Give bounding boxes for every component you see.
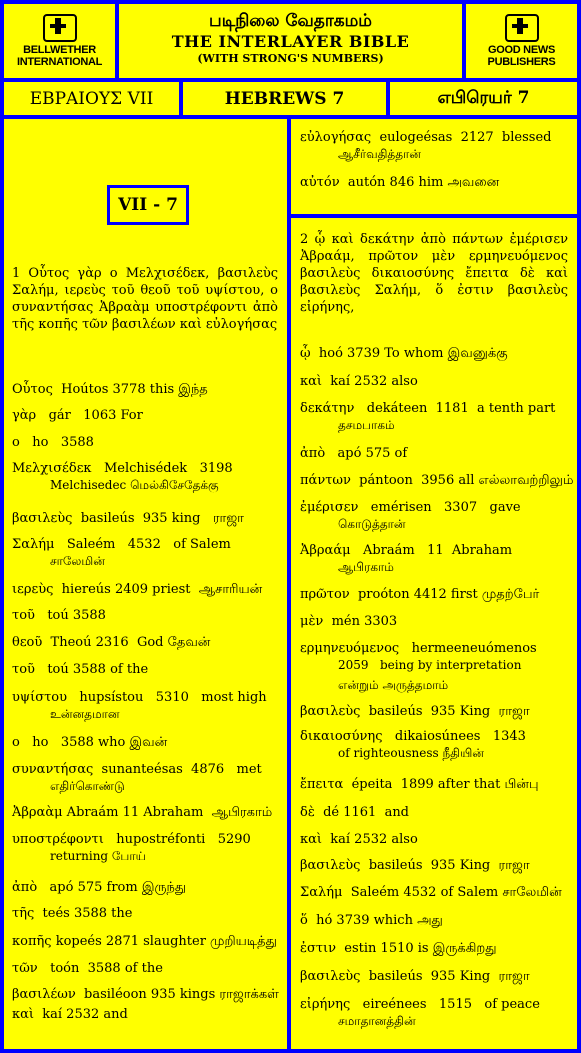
entry-main-line: θεοῦ Theoú 2316 God தேவன் (12, 635, 211, 650)
entry-main-line: δεκάτην dekáteen 1181 a tenth part (300, 401, 556, 416)
word-entry (12, 582, 280, 598)
word-entry (300, 885, 568, 901)
word-entry (12, 735, 280, 751)
word-entry (300, 997, 568, 1029)
entry-main-line: καὶ kaí 2532 also (300, 832, 418, 847)
verse-label: VII - 7 (107, 185, 189, 225)
word-entry (300, 941, 568, 957)
entry-main-line: βασιλεὺς basileús 935 king ராஜா (12, 511, 244, 526)
word-entry (12, 608, 280, 624)
word-entry (300, 641, 568, 673)
entry-main-line: τῆς teés 3588 the (12, 906, 133, 921)
word-entry (300, 704, 568, 720)
word-entry (300, 858, 568, 874)
entry-main-line: Ἀβραάμ Abraám 11 Abraham (300, 543, 513, 558)
logo-line-1: BELLWETHER (23, 44, 96, 56)
entry-sub-line: என்றும் அருத்தமாம் (338, 678, 449, 692)
entry-main-line: βασιλεὺς basileús 935 King ராஜா (300, 858, 530, 873)
word-entry (300, 543, 568, 575)
entry-main-line: ερμηνευόμενος hermeeneuómenos (300, 641, 537, 656)
verse-2-greek-text: 2 ᾧ καὶ δεκάτην ἀπὸ πάντων ἐμέρισεν Ἀβραάμ, πρῶτον μὲν ερμηνευόμενος βασιλεὺς δικαιοσύνης ἔπειτα δὲ καὶ βασιλεὺς Σαλήμ, ὅ ἐστιν βασιλεὺς εἰρήνης, (300, 232, 568, 315)
word-entry (300, 587, 568, 603)
entry-sub-line: எதிர்கொண்டு (50, 779, 125, 793)
word-entry (300, 969, 568, 985)
word-entry (12, 662, 280, 678)
entry-main-line: καὶ kaí 2532 and (12, 1007, 128, 1022)
word-entry (300, 446, 568, 462)
word-entry (300, 913, 568, 929)
verse-1-greek-text: 1 Οὗτος γὰρ ο Μελχισέδεκ, βασιλεὺς Σαλήμ, ιερεὺς τοῦ θεοῦ τοῦ υψίστου, ο συναντήσας Ἀβραὰμ υποστρέφοντι ἀπὸ τῆς κοπῆς τῶν βασιλέων καὶ εὐλογήσας (12, 266, 278, 332)
word-entry (300, 777, 568, 793)
word-entry (300, 401, 568, 433)
word-entry (300, 832, 568, 848)
entry-main-line: Σαλήμ Saleém 4532 of Salem சாலேமின் (300, 885, 562, 900)
entry-main-line: μὲν mén 3303 (300, 614, 398, 629)
entry-main-line: γὰρ gár 1063 For (12, 408, 143, 423)
word-entry (300, 175, 568, 191)
title-block (119, 4, 462, 78)
entry-main-line: ἐστιν estin 1510 is இருக்கிறது (300, 941, 497, 956)
entry-main-line: κοπῆς kopeés 2871 slaughter முறியடித்து (12, 934, 277, 949)
entry-main-line: καὶ kaí 2532 also (300, 374, 418, 389)
entry-main-line: Οὗτος Hoútos 3778 this இந்த (12, 382, 208, 397)
entry-main-line: ιερεὺς hiereús 2409 priest ஆசாரியன் (12, 582, 263, 597)
word-entry (12, 762, 280, 794)
entry-main-line: υψίστου hupsístou 5310 most high (12, 690, 267, 705)
entry-main-line: εἰρήνης eireénees 1515 of peace (300, 997, 540, 1012)
entry-main-line: Ἀβραὰμ Abraám 11 Abraham ஆபிரகாம் (12, 805, 273, 820)
logo-line-2: INTERNATIONAL (16, 56, 103, 68)
entry-sub-line: returning போய் (50, 849, 146, 863)
title-tamil: படிநிலை வேதாகமம் (209, 11, 372, 31)
entry-sub-line: கொடுத்தான் (338, 517, 406, 531)
word-entry (12, 961, 280, 977)
word-entry (12, 934, 280, 950)
entry-sub-line: தசமபாகம் (338, 418, 395, 432)
entry-main-line: υποστρέφοντι hupostréfonti 5290 (12, 832, 251, 847)
word-entry (12, 987, 280, 1003)
word-entry (12, 805, 280, 821)
word-entry (12, 461, 280, 493)
entry-main-line: τῶν toón 3588 of the (12, 961, 163, 976)
entry-main-line: ο ho 3588 who இவன் (12, 735, 168, 750)
entry-main-line: ο ho 3588 (12, 435, 94, 450)
entry-main-line: εὐλογήσας eulogeésas 2127 blessed (300, 130, 552, 145)
entry-sub-line: ஆசீர்வதித்தான் (338, 147, 421, 161)
book-greek: ΕΒΡΑΙΟΥΣ VII (4, 82, 179, 115)
entry-sub-line: சாலேமின் (50, 554, 105, 568)
entry-main-line: δικαιοσύνης dikaiosúnees 1343 (300, 729, 526, 744)
entry-main-line: βασιλέων basiléoon 935 kings ராஜாக்கள் (12, 987, 279, 1002)
word-entry (300, 374, 568, 390)
entry-main-line: αὐτόν autón 846 him அவனை (300, 175, 500, 190)
entry-sub-line: of righteousness நீதியின் (338, 746, 484, 760)
word-entry (12, 880, 280, 896)
word-entry (12, 906, 280, 922)
entry-main-line: βασιλεὺς basileús 935 King ராஜா (300, 704, 530, 719)
entry-sub-line: Melchisedec மெல்கிசேதேக்கு (50, 478, 219, 492)
entry-main-line: τοῦ toú 3588 (12, 608, 106, 623)
word-entry (300, 729, 568, 761)
publisher-logo-right (466, 4, 577, 78)
entry-main-line: πρῶτον proóton 4412 first முதற்பேர் (300, 587, 540, 602)
word-entry (300, 473, 574, 489)
word-entry (12, 635, 280, 651)
word-entry (12, 382, 280, 398)
word-entry (12, 690, 280, 722)
entry-main-line: ἀπὸ apó 575 from இருந்து (12, 880, 187, 895)
word-entry (300, 346, 568, 362)
word-entry (12, 435, 280, 451)
entry-main-line: δὲ dé 1161 and (300, 805, 410, 820)
entry-main-line: ἔπειτα épeita 1899 after that பின்பு (300, 777, 539, 792)
entry-main-line: Σαλήμ Saleém 4532 of Salem (12, 537, 231, 552)
book-english: HEBREWS 7 (183, 82, 386, 115)
word-entry (12, 408, 280, 424)
entry-sub-line: சமாதானத்தின் (338, 1014, 416, 1028)
word-entry (300, 677, 568, 693)
entry-main-line: ὅ hó 3739 which அது (300, 913, 443, 928)
entry-main-line: τοῦ toú 3588 of the (12, 662, 149, 677)
entry-main-line: Μελχισέδεκ Melchisédek 3198 (12, 461, 233, 476)
entry-main-line: πάντων pántoon 3956 all எல்லாவற்றிலும் (300, 473, 574, 488)
word-entry (12, 511, 280, 527)
logo-line-2: PUBLISHERS (487, 56, 556, 68)
book-tamil: எபிரெயர் 7 (390, 82, 577, 115)
word-entry (12, 1007, 280, 1023)
word-entry (12, 832, 280, 864)
emblem-icon (505, 14, 539, 42)
entry-main-line: βασιλεὺς basileús 935 King ராஜா (300, 969, 530, 984)
entry-main-line: ἀπὸ apó 575 of (300, 446, 408, 461)
entry-main-line: συναντήσας sunanteésas 4876 met (12, 762, 262, 777)
title-english: THE INTERLAYER BIBLE (171, 32, 410, 51)
entry-sub-line: உன்னதமான (50, 707, 120, 721)
word-entry (300, 614, 568, 630)
word-entry (300, 130, 568, 162)
entry-sub-line: 2059 being by interpretation (338, 658, 522, 672)
logo-line-1: GOOD NEWS (488, 44, 555, 56)
word-entry (12, 537, 280, 569)
title-subtitle: (WITH STRONG'S NUMBERS) (197, 52, 384, 65)
word-entry (300, 500, 568, 532)
word-entry (300, 805, 568, 821)
emblem-icon (43, 14, 77, 42)
entry-main-line: ᾧ hoó 3739 To whom இவனுக்கு (300, 346, 508, 361)
publisher-logo-left (4, 4, 115, 78)
entry-sub-line: ஆபிரகாம் (338, 560, 394, 574)
entry-main-line: ἐμέρισεν emérisen 3307 gave (300, 500, 521, 515)
